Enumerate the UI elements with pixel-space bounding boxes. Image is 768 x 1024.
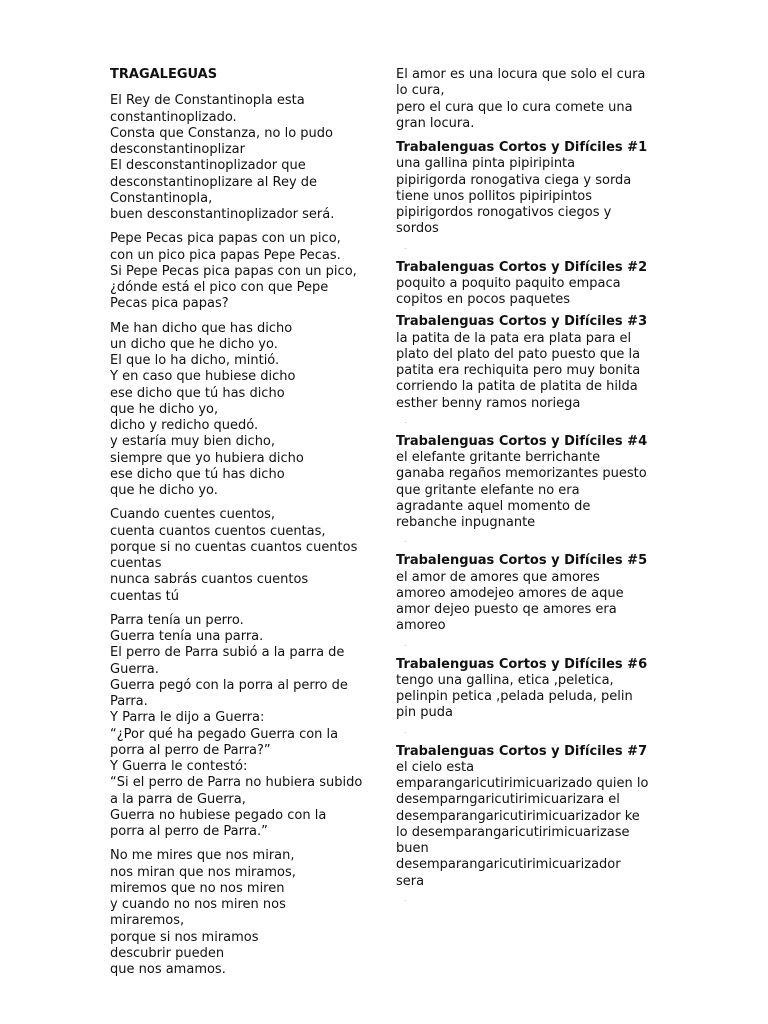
text-line: un dicho que he dicho yo.	[110, 336, 278, 352]
right-column	[396, 67, 661, 912]
text-line: Si Pepe Pecas pica papas con un pico,	[110, 263, 357, 279]
text-line: el elefante gritante berrichante	[396, 450, 601, 465]
text-line: desemparangaricutirimicuarizador	[396, 857, 621, 873]
text-line: desconstantinoplizare al Rey de	[110, 174, 318, 190]
text-line: a la parra de Guerra,	[110, 791, 246, 807]
text-line: ¿dónde está el pico con que Pepe	[110, 280, 329, 295]
text-line: con un pico pica papas Pepe Pecas.	[110, 247, 341, 263]
document-title: TRAGALEGUAS	[110, 67, 218, 82]
text-line: pin puda	[396, 705, 453, 721]
section-dot-mark: .	[404, 893, 407, 903]
paragraph-pepe-pecas	[110, 231, 372, 312]
text-line: porque si no cuentas cuantos cuentos	[110, 539, 358, 555]
text-line: y estaría muy bien dicho,	[110, 434, 276, 450]
text-line: que he dicho yo.	[110, 483, 218, 498]
paragraph-miradas	[110, 848, 372, 978]
text-line: tengo una gallina, etica ,peletica,	[396, 672, 614, 688]
left-column	[110, 67, 372, 986]
text-line: Guerra pegó con la porra al perro de	[110, 677, 348, 693]
text-line: patita era rechiquita pero muy bonita	[396, 363, 641, 378]
text-line: ganaba regaños memorizantes puesto	[396, 466, 647, 482]
text-line: la patita de la pata era plata para el	[396, 330, 632, 346]
text-line: ese dicho que tú has dicho	[110, 385, 285, 401]
text-line: plato del plato del pato puesto que la	[396, 346, 641, 362]
section-dot-mark: .	[404, 638, 407, 648]
text-line: miraremos,	[110, 913, 185, 929]
text-line: Constantinopla,	[110, 190, 213, 206]
text-line: El perro de Parra subió a la parra de	[110, 645, 345, 661]
text-line: descubrir pueden	[110, 945, 225, 961]
tongue-twister-section-2	[396, 260, 661, 315]
text-line: pipirigorda ronogativa ciega y sorda	[396, 172, 632, 188]
section-heading: Trabalenguas Cortos y Difíciles #7	[396, 743, 648, 759]
text-line: Pepe Pecas pica papas con un pico,	[110, 231, 341, 247]
section-dot-mark: .	[404, 415, 407, 425]
section-heading: Trabalenguas Cortos y Difíciles #1	[396, 140, 648, 155]
text-line: ese dicho que tú has dicho	[110, 466, 285, 482]
text-line: que nos amamos.	[110, 962, 226, 977]
text-line: desemparangaricutirimicuarizador ke	[396, 808, 640, 824]
text-line: amoreo amodejeo amores de aque	[396, 585, 624, 601]
text-line: Y en caso que hubiese dicho	[110, 369, 296, 385]
text-line: nunca sabrás cuantos cuentos	[110, 572, 309, 588]
text-line: porra al perro de Parra?”	[110, 742, 271, 758]
paragraph-cuentos	[110, 507, 372, 605]
text-line: agradante aquel momento de	[396, 498, 591, 514]
text-line: “Si el perro de Parra no hubiera subido	[110, 775, 363, 791]
paragraph-dicho	[110, 321, 372, 500]
section-heading: Trabalenguas Cortos y Difíciles #3	[396, 314, 648, 330]
text-line: nos miran que nos miramos,	[110, 864, 296, 880]
text-line: desemparngaricutirimicuarizara el	[396, 792, 620, 808]
text-line: poquito a poquito paquito empaca	[396, 275, 621, 291]
tongue-twister-section-3	[396, 314, 661, 434]
text-line: El amor es una locura que solo el cura	[396, 67, 646, 82]
text-line: siempre que yo hubiera dicho	[110, 450, 304, 466]
text-line: Guerra no hubiese pegado con la	[110, 807, 327, 823]
section-heading: Trabalenguas Cortos y Difíciles #5	[396, 553, 648, 569]
text-line: Me han dicho que has dicho	[110, 320, 293, 336]
text-line: dicho y redicho quedó.	[110, 418, 259, 433]
paragraph-parra-guerra	[110, 613, 372, 841]
text-line: sordos	[396, 221, 439, 237]
tongue-twister-section-5	[396, 553, 661, 656]
section-heading: Trabalenguas Cortos y Difíciles #2	[396, 259, 648, 275]
text-line: copitos en pocos paquetes	[396, 292, 571, 307]
text-line: porra al perro de Parra.”	[110, 824, 268, 839]
text-line: lo desemparangaricutirimicuarizase	[396, 824, 630, 840]
text-line: buen	[396, 841, 429, 856]
text-line: rebanche inpugnante	[396, 515, 536, 530]
text-line: Y Guerra le contestó:	[110, 759, 248, 774]
text-line: desconstantinoplizar	[110, 142, 245, 157]
text-line: El que lo ha dicho, mintió.	[110, 353, 280, 368]
text-line: pipirigordos ronogativos ciegos y	[396, 205, 612, 220]
text-line: emparangaricutirimicuarizado quien lo	[396, 776, 649, 791]
text-line: gran locura.	[396, 115, 475, 131]
section-dot-mark: .	[404, 725, 407, 735]
text-line: amor dejeo puesto qe amores era	[396, 602, 617, 617]
tongue-twister-section-6	[396, 657, 661, 744]
text-line: Parra tenía un perro.	[110, 612, 244, 628]
text-line: esther benny ramos noriega	[396, 395, 581, 411]
text-line: Guerra tenía una parra.	[110, 629, 264, 644]
text-line: El desconstantinoplizador que	[110, 158, 306, 174]
text-line: corriendo la patita de platita de hilda	[396, 379, 638, 395]
text-line: Parra.	[110, 694, 148, 709]
text-line: Consta que Constanza, no lo pudo	[110, 125, 333, 141]
text-line: porque si nos miramos	[110, 929, 259, 945]
text-line: Y Parra le dijo a Guerra:	[110, 710, 265, 726]
section-heading: Trabalenguas Cortos y Difíciles #4	[396, 433, 648, 449]
text-line: Cuando cuentes cuentos,	[110, 507, 276, 523]
text-line: cuentas tú	[110, 588, 179, 604]
section-heading: Trabalenguas Cortos y Difíciles #6	[396, 656, 648, 672]
text-line: pelinpin petica ,pelada peluda, pelin	[396, 689, 633, 704]
text-line: cuenta cuantos cuentos cuentas,	[110, 523, 326, 539]
text-line: que gritante elefante no era	[396, 482, 580, 498]
text-line: El Rey de Constantinopla esta	[110, 93, 305, 109]
text-line: pero el cura que lo cura comete una	[396, 99, 633, 115]
tongue-twister-section-7	[396, 744, 661, 912]
section-dot-mark: .	[404, 241, 407, 251]
text-line: una gallina pinta pipiripinta	[396, 156, 576, 172]
text-line: el cielo esta	[396, 759, 475, 775]
text-line: lo cura,	[396, 83, 445, 99]
text-line: cuentas	[110, 556, 162, 571]
text-line: tiene unos pollitos pipiripintos	[396, 188, 593, 204]
text-line: que he dicho yo,	[110, 401, 219, 417]
text-line: No me mires que nos miran,	[110, 848, 295, 864]
text-line: amoreo	[396, 618, 446, 634]
paragraph-amor-locura	[396, 67, 661, 132]
tongue-twister-section-4	[396, 434, 661, 554]
section-dot-mark: .	[404, 535, 407, 545]
text-line: Guerra.	[110, 661, 159, 677]
text-line: sera	[396, 873, 425, 889]
text-line: buen desconstantinoplizador será.	[110, 207, 335, 222]
text-line: Pecas pica papas?	[110, 296, 229, 312]
paragraph-constantinopla	[110, 93, 372, 223]
tongue-twister-section-1	[396, 140, 661, 260]
text-line: constantinoplizado.	[110, 109, 237, 125]
text-line: y cuando no nos miren nos	[110, 897, 286, 912]
text-line: “¿Por qué ha pegado Guerra con la	[110, 726, 339, 742]
text-line: miremos que no nos miren	[110, 880, 285, 896]
text-line: el amor de amores que amores	[396, 569, 600, 585]
